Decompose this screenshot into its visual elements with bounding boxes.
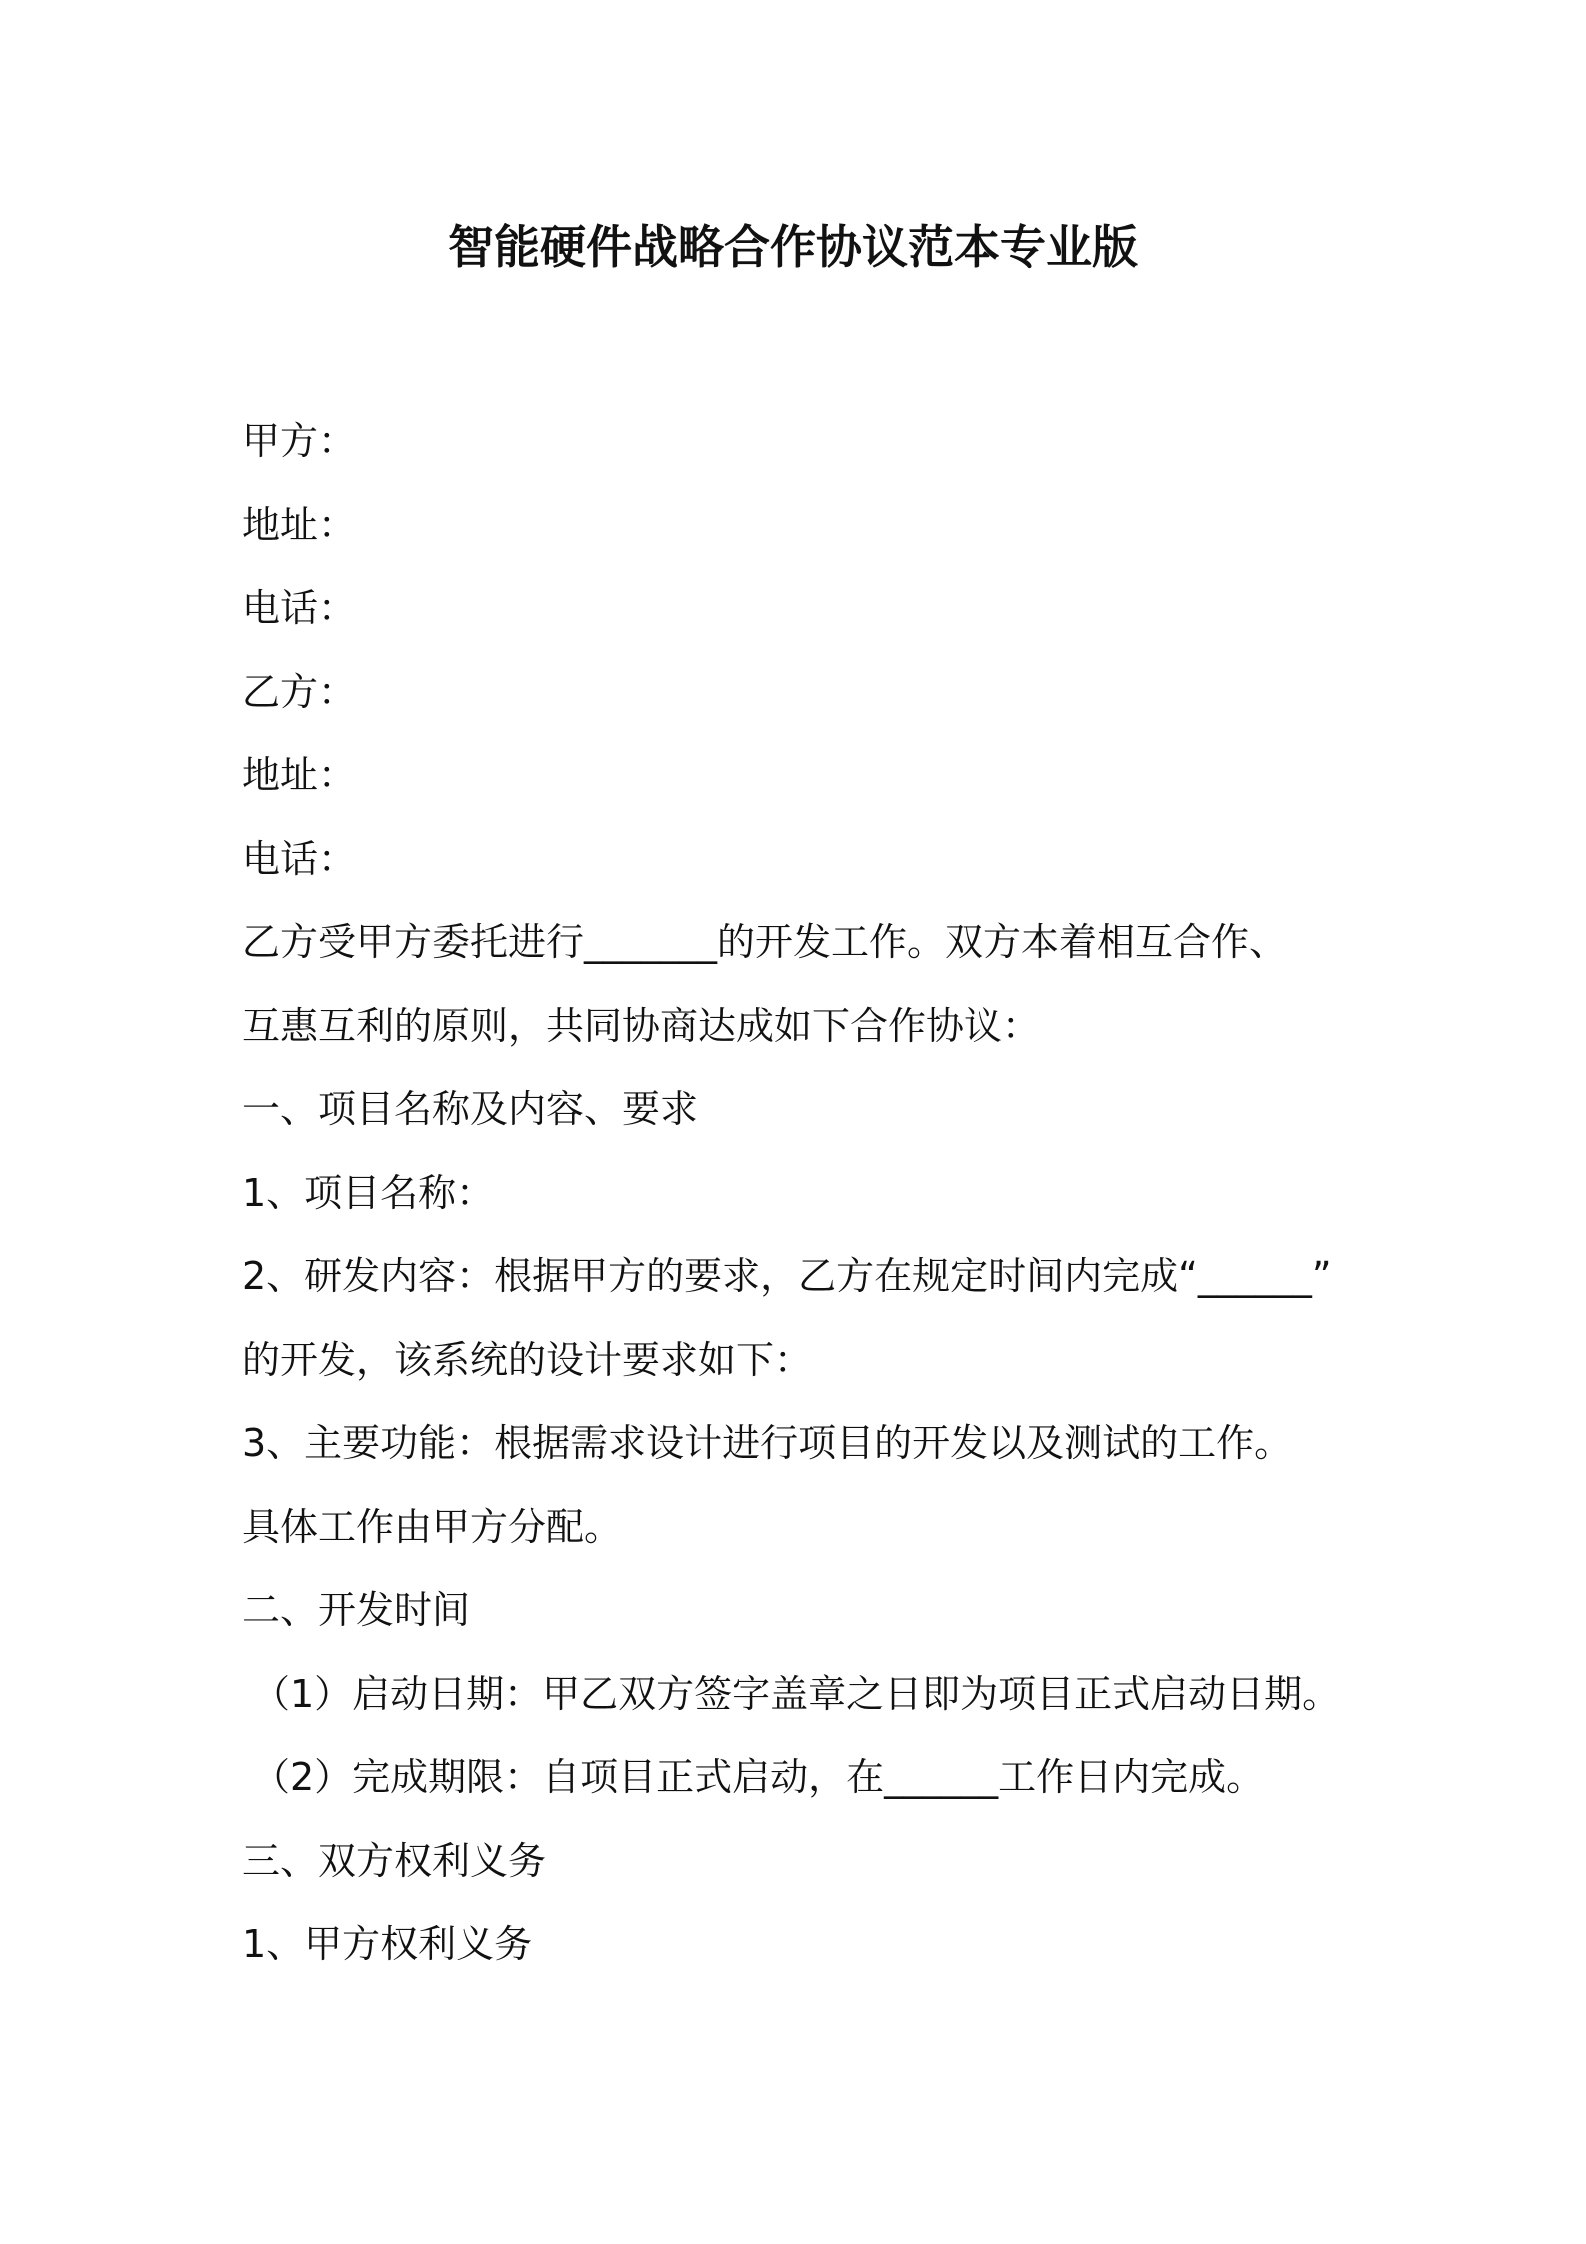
- party-b-phone-label: 电话：: [242, 836, 357, 881]
- clause-rd-content-line-1: 2、研发内容：根据甲方的要求，乙方在规定时间内完成“______”: [242, 1254, 1332, 1298]
- clause-main-functions-line-2: 具体工作由甲方分配。: [242, 1504, 623, 1549]
- intro-paragraph-line-2: 互惠互利的原则，共同协商达成如下合作协议：: [242, 1003, 1041, 1048]
- clause-start-date: （1）启动日期：甲乙双方签字盖章之日即为项目正式启动日期。: [252, 1671, 1341, 1716]
- clause-rd-content-line-2: 的开发，该系统的设计要求如下：: [242, 1337, 813, 1382]
- section-heading-1: 一、项目名称及内容、要求: [242, 1087, 699, 1131]
- clause-party-a-rights: 1、甲方权利义务: [242, 1922, 533, 1966]
- document-title: 智能硬件战略合作协议范本专业版: [448, 220, 1138, 274]
- clause-completion-deadline: （2）完成期限：自项目正式启动，在______工作日内完成。: [252, 1755, 1265, 1799]
- section-heading-3: 三、双方权利义务: [242, 1838, 547, 1883]
- party-b-address-label: 地址：: [242, 753, 357, 797]
- party-a-phone-label: 电话：: [242, 586, 357, 630]
- clause-main-functions-line-1: 3、主要功能：根据需求设计进行项目的开发以及测试的工作。: [242, 1421, 1293, 1465]
- party-a-address-label: 地址：: [242, 502, 357, 547]
- party-b-label: 乙方：: [242, 669, 357, 714]
- document-body: [242, 400, 1422, 1987]
- party-a-label: 甲方：: [242, 419, 357, 463]
- section-heading-2: 二、开发时间: [242, 1588, 471, 1632]
- clause-project-name: 1、项目名称：: [242, 1170, 495, 1215]
- intro-paragraph-line-1: 乙方受甲方委托进行_______的开发工作。双方本着相互合作、: [242, 920, 1288, 964]
